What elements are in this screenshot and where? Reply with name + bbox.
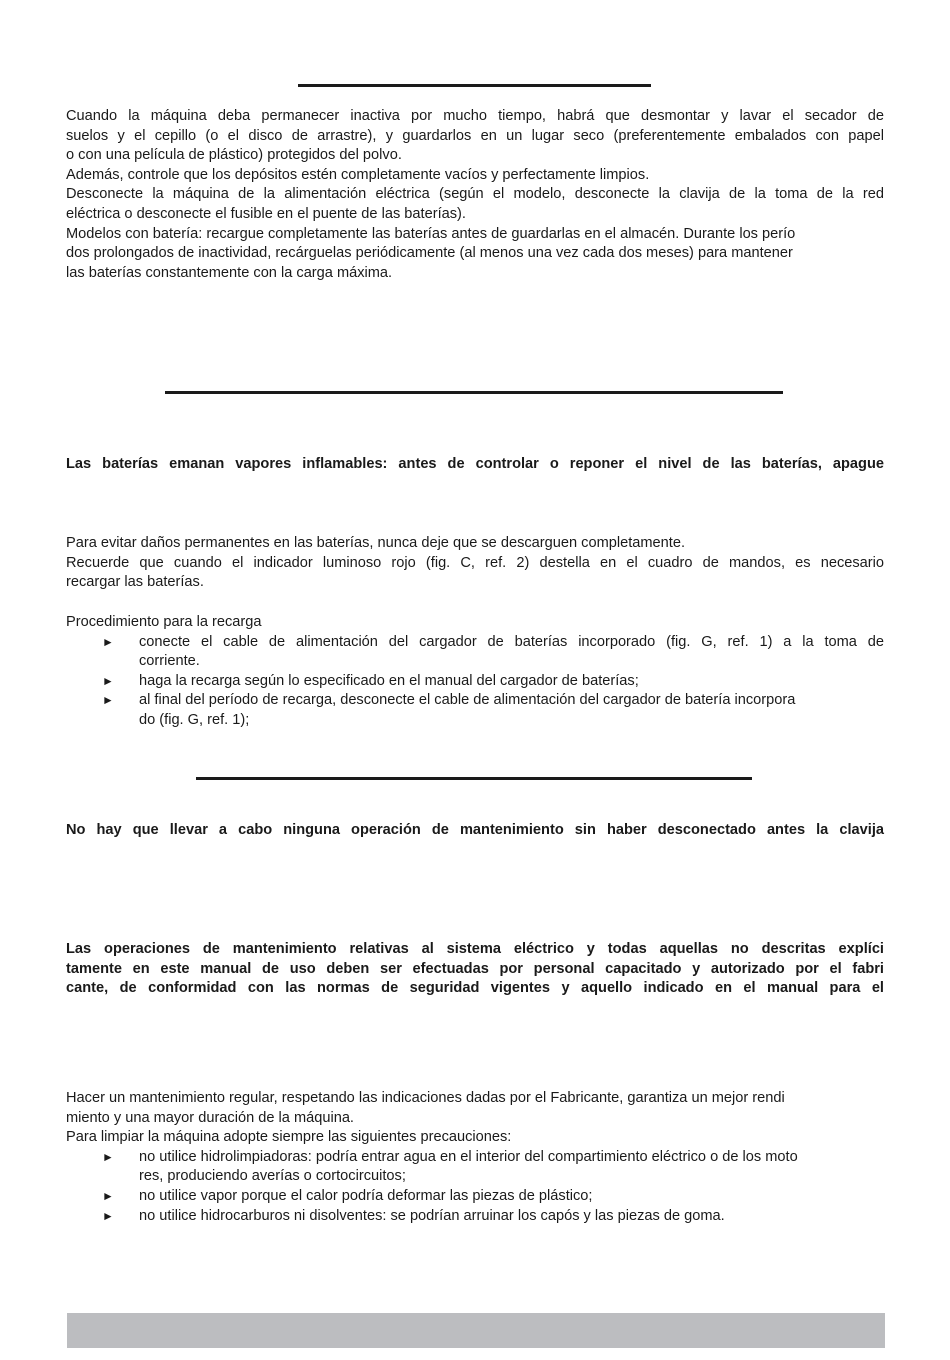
- text-line: las baterías constantemente con la carga máxima.: [66, 264, 393, 281]
- text-line: recargar las baterías.: [66, 574, 204, 591]
- text-line: Modelos con batería: recargue completamente las baterías antes de guardarlas en el almacén. Durante los perío: [66, 225, 796, 242]
- procedure-list: [66, 633, 884, 731]
- list-item-text: conecte el cable de alimentación del cargador de baterías incorporado (fig. G, ref. 1) a la toma de: [139, 633, 884, 650]
- section-heading-rule-3: [196, 777, 752, 780]
- text-line: miento y una mayor duración de la máquina.: [66, 1109, 354, 1126]
- list-item-text: no utilice vapor porque el calor podría deformar las piezas de plástico;: [139, 1187, 593, 1204]
- section-heading-rule-1: [298, 84, 651, 87]
- list-item-text: no utilice hidrolimpiadoras: podría entrar agua en el interior del compartimiento eléctrico o de los moto: [139, 1148, 798, 1165]
- list-item: [66, 1148, 884, 1187]
- bullet-arrow-icon: ►: [102, 693, 114, 708]
- list-item-text: haga la recarga según lo especificado en el manual del cargador de baterías;: [139, 672, 639, 689]
- list-item: [66, 1207, 884, 1227]
- text-line: Recuerde que cuando el indicador luminoso rojo (fig. C, ref. 2) destella en el cuadro de mandos, es necesario: [66, 554, 884, 571]
- recharge-procedure: [66, 613, 884, 731]
- warning-text: Las operaciones de mantenimiento relativas al sistema eléctrico y todas aquellas no descritas explíci: [66, 941, 884, 957]
- list-item: [66, 691, 884, 730]
- bullet-arrow-icon: ►: [102, 1208, 114, 1223]
- maintenance-warning: [66, 821, 884, 841]
- precautions-list: [66, 1148, 884, 1226]
- list-item: [66, 1187, 884, 1207]
- text-line: eléctrica o desconecte el fusible en el puente de las baterías).: [66, 205, 466, 222]
- list-item-text: no utilice hidrocarburos ni disolventes: se podrían arruinar los capós y las piezas de goma.: [139, 1207, 725, 1224]
- storage-paragraph: [66, 107, 884, 283]
- cleaning-paragraph: [66, 1089, 884, 1226]
- bullet-arrow-icon: ►: [102, 673, 114, 688]
- bullet-arrow-icon: ►: [102, 634, 114, 649]
- text-line: Para evitar daños permanentes en las baterías, nunca deje que se descarguen completamente.: [66, 535, 686, 551]
- text-line: Hacer un mantenimiento regular, respetando las indicaciones dadas por el Fabricante, garantiza un mejor rendi: [66, 1090, 785, 1106]
- section-heading-rule-2: [165, 391, 783, 394]
- text-line: Para limpiar la máquina adopte siempre las siguientes precauciones:: [66, 1129, 512, 1146]
- text-line: dos prolongados de inactividad, recárguelas periódicamente (al menos una vez cada dos meses) para mantener: [66, 245, 793, 262]
- text-line: suelos y el cepillo (o el disco de arrastre), y guardarlos en un lugar seco (preferentemente embalados con papel: [66, 127, 884, 144]
- list-item-text: res, produciendo averías o cortocircuitos;: [139, 1168, 406, 1185]
- list-item-text: al final del período de recarga, desconecte el cable de alimentación del cargador de batería incorpora: [139, 692, 796, 709]
- list-item: [66, 672, 884, 692]
- text-line: Además, controle que los depósitos estén completamente vacíos y perfectamente limpios.: [66, 166, 650, 183]
- text-line: Desconecte la máquina de la alimentación eléctrica (según el modelo, desconecte la clavija de la toma de la red: [66, 186, 884, 203]
- warning-text: Las baterías emanan vapores inflamables: antes de controlar o reponer el nivel de las baterías, apague: [66, 456, 884, 472]
- battery-warning: [66, 455, 884, 475]
- list-item-text: corriente.: [139, 653, 200, 670]
- warning-text: tamente en este manual de uso deben ser efectuadas por personal capacitado y autorizado por el fabri: [66, 960, 884, 977]
- text-line: Cuando la máquina deba permanecer inactiva por mucho tiempo, habrá que desmontar y lavar el secador de: [66, 108, 884, 124]
- bullet-arrow-icon: ►: [102, 1188, 114, 1203]
- list-item: [66, 633, 884, 672]
- procedure-title: Procedimiento para la recarga: [66, 614, 262, 630]
- electrical-warning: [66, 940, 884, 999]
- battery-paragraph: [66, 534, 884, 593]
- footer-bar: [67, 1313, 885, 1348]
- text-line: o con una película de plástico) protegidos del polvo.: [66, 147, 402, 164]
- list-item-text: do (fig. G, ref. 1);: [139, 711, 250, 728]
- bullet-arrow-icon: ►: [102, 1149, 114, 1164]
- warning-text: cante, de conformidad con las normas de seguridad vigentes y aquello indicado en el manual para el: [66, 980, 884, 997]
- warning-text: No hay que llevar a cabo ninguna operación de mantenimiento sin haber desconectado antes la clavija: [66, 822, 884, 838]
